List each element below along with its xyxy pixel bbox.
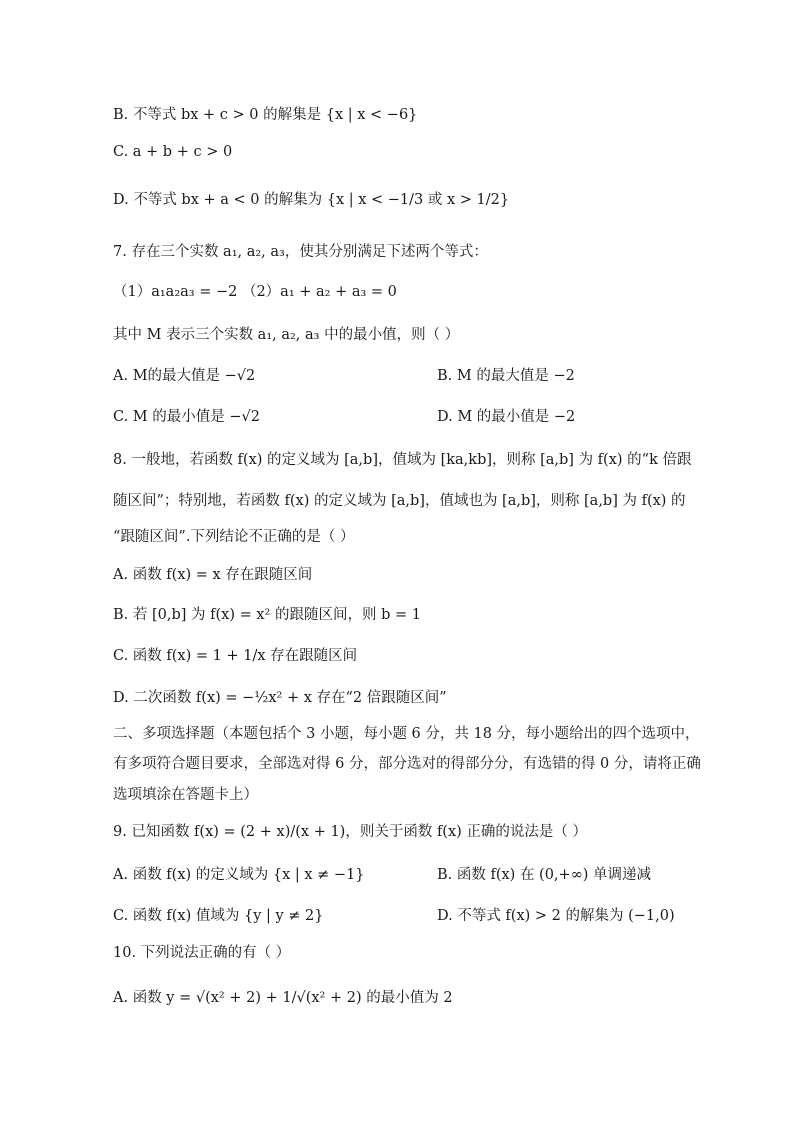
- q9-stem: 9. 已知函数 f(x) = (2 + x)/(x + 1)，则关于函数 f(x) 正确的说法是（ ）: [113, 824, 588, 840]
- section2-line3: 选项填涂在答题卡上）: [113, 787, 258, 803]
- q7-stem: 7. 存在三个实数 a₁, a₂, a₃，使其分别满足下述两个等式：: [113, 244, 488, 260]
- q10-option-a: A. 函数 y = √(x² + 2) + 1/√(x² + 2) 的最小值为 2: [113, 990, 453, 1006]
- q7-conditions: （1）a₁a₂a₃ = −2 （2）a₁ + a₂ + a₃ = 0: [113, 284, 397, 300]
- q8-option-c: C. 函数 f(x) = 1 + 1/x 存在跟随区间: [113, 648, 358, 664]
- q8-option-b: B. 若 [0,b] 为 f(x) = x² 的跟随区间，则 b = 1: [113, 607, 421, 623]
- q9-option-b: B. 函数 f(x) 在 (0,+∞) 单调递减: [437, 867, 652, 883]
- q8-stem-line3: “跟随区间”.下列结论不正确的是（ ）: [113, 529, 355, 545]
- q7-option-b: B. M 的最大值是 −2: [437, 368, 575, 384]
- q6-option-c: C. a + b + c > 0: [113, 144, 233, 160]
- q9-option-a: A. 函数 f(x) 的定义域为 {x | x ≠ −1}: [113, 867, 365, 883]
- q8-stem-line2: 随区间”；特别地，若函数 f(x) 的定义域为 [a,b]，值域也为 [a,b]，则称 [a,b] 为 f(x) 的: [113, 493, 686, 509]
- q9-option-c: C. 函数 f(x) 值域为 {y | y ≠ 2}: [113, 908, 324, 924]
- q8-stem-line1: 8. 一般地，若函数 f(x) 的定义域为 [a,b]，值域为 [ka,kb]，则称 [a,b] 为 f(x) 的“k 倍跟: [113, 452, 692, 468]
- q8-option-d: D. 二次函数 f(x) = −½x² + x 存在“2 倍跟随区间”: [113, 690, 447, 706]
- q7-option-a: A. M的最大值是 −√2: [113, 368, 256, 384]
- section2-line1: 二、多项选择题（本题包括个 3 小题，每小题 6 分，共 18 分，每小题给出的四个选项中，: [113, 726, 700, 742]
- q10-stem: 10. 下列说法正确的有（ ）: [113, 945, 291, 961]
- q6-option-b: B. 不等式 bx + c > 0 的解集是 {x | x < −6}: [113, 107, 418, 123]
- q8-option-a: A. 函数 f(x) = x 存在跟随区间: [113, 567, 313, 583]
- q7-question: 其中 M 表示三个实数 a₁, a₂, a₃ 中的最小值，则（ ）: [113, 327, 460, 343]
- q7-option-d: D. M 的最小值是 −2: [437, 409, 576, 425]
- section2-line2: 有多项符合题目要求，全部选对得 6 分，部分选对的得部分分，有选错的得 0 分，请将正确: [113, 756, 701, 772]
- q7-option-c: C. M 的最小值是 −√2: [113, 409, 260, 425]
- q6-option-d: D. 不等式 bx + a < 0 的解集为 {x | x < −1/3 或 x > 1/2}: [113, 192, 510, 208]
- q9-option-d: D. 不等式 f(x) > 2 的解集为 (−1,0): [437, 908, 675, 924]
